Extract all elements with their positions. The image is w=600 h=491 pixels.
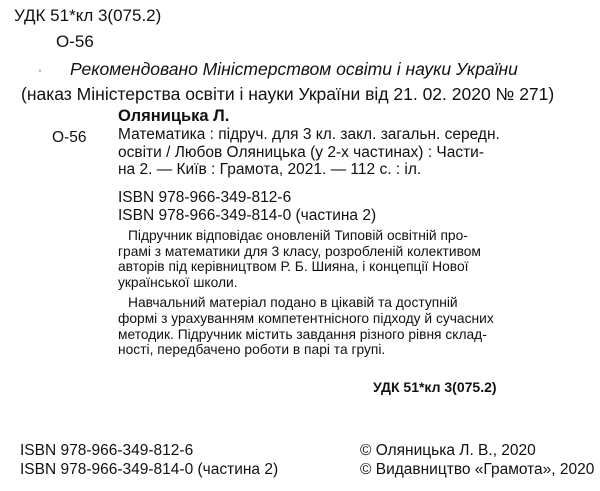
abstract-line: Навчальний матеріал подано в цікавій та доступній — [128, 295, 458, 311]
author-code: О-56 — [56, 32, 94, 51]
abstract-line: української школи. — [118, 274, 238, 290]
record-author-code: О-56 — [52, 129, 87, 146]
abstract-line: грамі з математики для 3 класу, розробленій колективом — [118, 243, 481, 259]
footer-isbn-2: ISBN 978-966-349-814-0 (частина 2) — [20, 461, 279, 478]
abstract-line: формі з урахуванням компетентнісного підходу й сучасних — [118, 310, 494, 326]
copyright-author: © Оляницька Л. В., 2020 — [360, 442, 536, 459]
footer-isbn-1: ISBN 978-966-349-812-6 — [20, 442, 194, 459]
ministry-order-line: (наказ Міністерства освіти і науки України від 21. 02. 2020 № 271) — [21, 84, 555, 104]
bib-line: освіти / Любов Оляницька (у 2-х частинах) : Части- — [118, 143, 484, 161]
abstract-line: Підручник відповідає оновленій Типовій освітній про- — [128, 228, 468, 243]
bib-line: на 2. — Київ : Грамота, 2021. — 112 с. : іл. — [118, 161, 422, 178]
recommendation-line: Рекомендовано Міністерством освіти і науки України — [70, 59, 518, 79]
record-isbn-1: ISBN 978-966-349-812-6 — [118, 189, 292, 206]
bibliographic-description — [118, 126, 508, 179]
udk-bottom: УДК 51*кл 3(075.2) — [373, 379, 497, 395]
abstract-line: методик. Підручник містить завдання різного рівня склад- — [118, 326, 487, 342]
udk-classification: УДК 51*кл 3(075.2) — [14, 6, 162, 25]
copyright-publisher: © Видавництво «Грамота», 2020 — [360, 461, 595, 478]
abstract-line: авторів під керівництвом Р. Б. Шияна, і концепції Нової — [118, 259, 469, 275]
abstract — [118, 228, 518, 358]
decorative-dot: · — [38, 63, 42, 77]
record-isbn-2: ISBN 978-966-349-814-0 (частина 2) — [118, 207, 377, 224]
record-author: Оляницька Л. — [118, 107, 230, 125]
bib-line: Математика : підруч. для 3 кл. закл. загальн. середн. — [118, 126, 500, 143]
abstract-line: ності, передбачено роботи в парі та групі. — [118, 342, 386, 358]
